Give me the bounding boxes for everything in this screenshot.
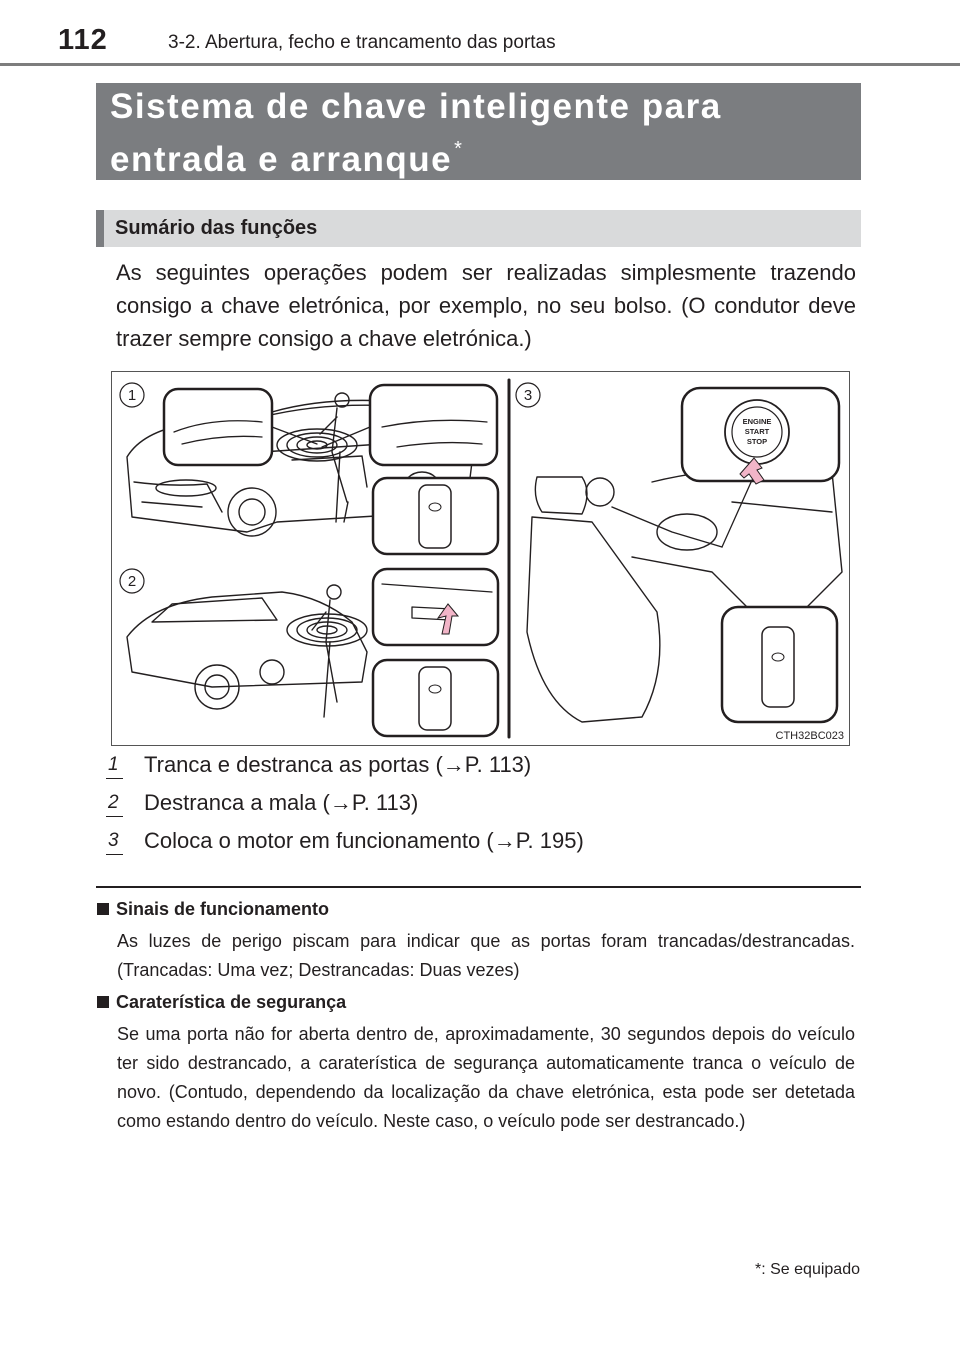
key-fob-inset-1 <box>373 478 498 554</box>
callout-3: 3 <box>523 387 533 404</box>
item-number: 2 <box>108 792 119 813</box>
section-heading <box>97 992 346 1013</box>
section-heading-text: Sinais de funcionamento <box>116 899 330 919</box>
callout-1: 1 <box>127 387 137 404</box>
item-text: Tranca e destranca as portas (→P. 113) <box>144 752 532 777</box>
section-body: As luzes de perigo piscam para indicar que as portas foram trancadas/destrancadas. (Trancadas: Uma vez; Destrancadas: Duas vezes) <box>117 931 855 980</box>
header-rule <box>0 63 960 66</box>
intro-paragraph: As seguintes operações podem ser realizadas simplesmente trazendo consigo a chave eletrónica, por exemplo, no seu bolso. (O condutor deve trazer sempre consigo a chave eletrónica.) <box>116 260 856 351</box>
section-heading-text: Caraterística de segurança <box>116 992 347 1012</box>
callout-2: 2 <box>127 573 137 590</box>
title-asterisk: * <box>454 138 464 160</box>
title-line-2 <box>110 128 861 181</box>
title-line-1: Sistema de chave inteligente para <box>110 87 722 126</box>
square-bullet-icon <box>97 903 109 915</box>
page-title <box>96 83 861 180</box>
hand-handle-inset <box>370 385 497 465</box>
title-line-2-text: entrada e arranque <box>110 140 453 179</box>
section-subheading: Sumário das funções <box>96 210 861 247</box>
item-text: Coloca o motor em funcionamento (→P. 195) <box>144 828 584 853</box>
engine-button-label-3: STOP <box>746 437 768 446</box>
key-fob-inset-3 <box>722 607 837 722</box>
footnote: *: Se equipado <box>755 1261 860 1278</box>
figure-code: CTH32BC023 <box>775 730 844 742</box>
square-bullet-icon <box>97 996 109 1008</box>
illustration <box>111 371 850 746</box>
illustration-drawing <box>112 372 849 745</box>
page-number: 112 <box>58 24 108 56</box>
running-head: 3-2. Abertura, fecho e trancamento das portas <box>168 32 556 53</box>
engine-button-label-1: ENGINE <box>742 417 772 426</box>
item-number: 1 <box>108 754 119 775</box>
door-handle-inset <box>164 389 272 465</box>
car-rear-illustration <box>127 592 367 709</box>
item-text: Destranca a mala (→P. 113) <box>144 790 419 815</box>
section-body: Se uma porta não for aberta dentro de, aproximadamente, 30 segundos depois do veículo ter sido destrancado, a caraterística de segurança automaticamente tranca o veículo de novo. (Contudo, dependendo da localização da chave eletrónica, esta pode ser detetada como estando dentro do veículo. Neste caso, o veículo pode ser destrancado.) <box>117 1024 855 1131</box>
section-divider <box>96 886 861 888</box>
item-number: 3 <box>108 830 119 851</box>
section-heading <box>97 899 329 920</box>
key-fob-inset-2 <box>373 660 498 736</box>
engine-button-label-2: START <box>744 427 770 436</box>
trunk-button-inset <box>373 569 498 645</box>
